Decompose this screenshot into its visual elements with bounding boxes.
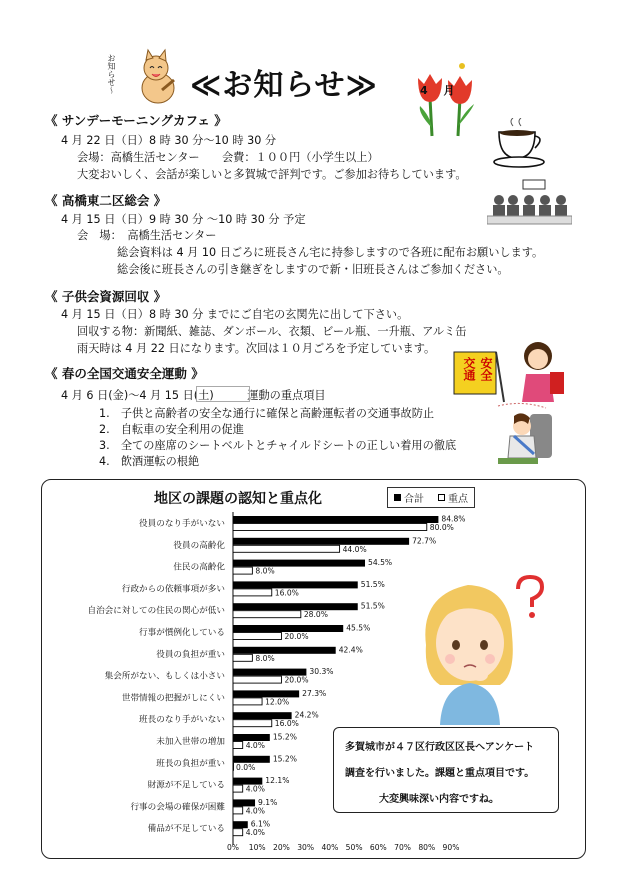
sunday-cafe-venue: 会場：高橋生活センター 会費：１００円（小学生以上） bbox=[77, 151, 379, 164]
data-label-priority: 8.0% bbox=[255, 566, 275, 576]
bar-total bbox=[233, 603, 358, 610]
flag-text bbox=[458, 357, 492, 381]
bar-total bbox=[233, 581, 358, 588]
bar-total bbox=[233, 734, 270, 741]
category-label: 行政からの依頼事項が多い bbox=[121, 584, 225, 595]
flag-char-1: 安 bbox=[479, 357, 493, 369]
x-tick-label: 50% bbox=[345, 843, 363, 852]
sunday-cafe-message: 大変おいしく、会話が楽しいと多賀城で評判です。ご参加お待ちしています。 bbox=[77, 168, 467, 181]
x-tick-label: 30% bbox=[297, 843, 315, 852]
meeting-note-1: 総会資料は 4 月 10 日ごろに班長さん宅に持参しますので各班に配布お願いします。 bbox=[117, 246, 544, 259]
traffic-item-1: 1. 子供と高齢者の安全な通行に確保と高齢運転者の交通事故防止 bbox=[99, 407, 435, 420]
data-label-total: 15.2% bbox=[272, 754, 297, 764]
bar-total bbox=[233, 625, 343, 632]
category-label: 財源が不足している bbox=[147, 780, 225, 791]
bar-priority bbox=[233, 785, 243, 792]
bar-total bbox=[233, 712, 292, 719]
x-tick-label: 0% bbox=[226, 843, 240, 852]
data-label-total: 9.1% bbox=[258, 797, 278, 807]
data-label-total: 54.5% bbox=[368, 558, 393, 568]
bar-total bbox=[233, 821, 248, 828]
bar-total bbox=[233, 669, 306, 676]
data-label-priority: 8.0% bbox=[255, 653, 275, 663]
category-label: 自治会に対しての住民の関心が低い bbox=[87, 606, 225, 617]
data-label-priority: 20.0% bbox=[284, 632, 309, 641]
bar-priority bbox=[233, 633, 281, 640]
category-label: 行事が慣例化している bbox=[139, 628, 225, 638]
x-tick-label: 20% bbox=[272, 843, 290, 852]
x-tick-label: 80% bbox=[418, 843, 436, 852]
legend-label-priority: 重点 bbox=[448, 494, 468, 505]
bar-total bbox=[233, 756, 270, 763]
data-label-priority: 16.0% bbox=[274, 719, 299, 729]
category-label: 役員の負担が重い bbox=[156, 649, 225, 660]
flag-char-3: 交 bbox=[462, 357, 476, 369]
bar-priority bbox=[233, 676, 281, 683]
traffic-item-2: 2. 自転車の安全利用の促進 bbox=[99, 423, 244, 436]
category-label: 役員の高齢化 bbox=[173, 540, 225, 551]
data-label-total: 24.2% bbox=[294, 710, 319, 720]
section-heading-sunday-cafe: 《 サンデーモーニングカフェ 》 bbox=[45, 113, 227, 128]
bar-priority bbox=[233, 720, 272, 727]
traffic-safety-period: 4 月 6 日(金)〜4 月 15 日(土) 運動の重点項目 bbox=[61, 389, 326, 402]
meeting-time: 4 月 15 日（日）9 時 30 分 〜10 時 30 分 予定 bbox=[61, 213, 306, 226]
survey-note-line-3: 大変興味深い内容ですね。 bbox=[379, 794, 499, 805]
bar-priority bbox=[233, 698, 262, 705]
x-tick-label: 60% bbox=[369, 843, 387, 852]
data-label-total: 12.1% bbox=[265, 776, 290, 786]
bar-priority bbox=[233, 742, 243, 749]
bar-priority bbox=[233, 545, 340, 552]
data-label-priority: 28.0% bbox=[303, 610, 328, 620]
cat-caption: お知らせ〜 bbox=[107, 54, 116, 94]
data-label-priority: 44.0% bbox=[342, 544, 367, 554]
recycling-rain: 雨天時は 4 月 22 日になります。次回は１０月ごろを予定しています。 bbox=[77, 342, 436, 355]
flag-char-4: 通 bbox=[462, 369, 476, 381]
survey-note-box bbox=[333, 727, 559, 813]
calendar-label: 4 月 bbox=[420, 84, 461, 97]
bar-priority bbox=[233, 829, 243, 836]
meeting-illustration bbox=[487, 178, 572, 230]
section-heading-recycling: 《 子供会資源回収 》 bbox=[45, 289, 167, 304]
category-label: 住民の高齢化 bbox=[173, 562, 225, 573]
category-label: 集会所がない、もしくは小さい bbox=[104, 671, 225, 682]
survey-note-line-1: 多賀城市が４７区行政区区長へアンケート bbox=[345, 742, 535, 753]
traffic-item-3: 3. 全ての座席のシートベルトとチャイルドシートの正しい着用の徹底 bbox=[99, 439, 457, 452]
bar-total bbox=[233, 647, 336, 654]
category-label: 行事の会場の確保が困難 bbox=[130, 802, 225, 813]
data-label-total: 15.2% bbox=[272, 732, 297, 742]
sunday-cafe-time: 4 月 22 日（日）8 時 30 分〜10 時 30 分 bbox=[61, 134, 277, 147]
category-label: 未加入世帯の増加 bbox=[156, 737, 225, 747]
recycling-time: 4 月 15 日（日）8 時 30 分 までにご自宅の玄関先に出して下さい。 bbox=[61, 308, 409, 321]
bar-total bbox=[233, 560, 365, 567]
traffic-safety-blank-box bbox=[196, 386, 250, 402]
data-label-priority: 4.0% bbox=[245, 741, 265, 750]
bar-total bbox=[233, 516, 438, 523]
category-label: 役員のなり手がいない bbox=[139, 519, 225, 529]
data-label-total: 51.5% bbox=[360, 601, 385, 611]
bar-total bbox=[233, 799, 255, 806]
meeting-note-2: 総会後に班長さんの引き継ぎをしますので新・旧班長さんはご参加ください。 bbox=[117, 263, 509, 276]
x-tick-label: 40% bbox=[321, 843, 339, 852]
bar-priority bbox=[233, 524, 427, 531]
x-tick-label: 10% bbox=[248, 843, 266, 852]
category-label: 備品が不足している bbox=[147, 824, 225, 835]
bar-priority bbox=[233, 807, 243, 814]
recycling-items: 回収する物：新聞紙、雑誌、ダンボール、衣類、ビール瓶、一升瓶、アルミ缶 bbox=[77, 325, 467, 338]
data-label-total: 72.7% bbox=[412, 536, 437, 546]
bar-total bbox=[233, 538, 409, 545]
bar-priority bbox=[233, 763, 234, 770]
page-title: ≪お知らせ≫ bbox=[190, 68, 378, 103]
data-label-total: 27.3% bbox=[302, 688, 327, 698]
tulip-calendar-illustration bbox=[410, 58, 490, 138]
data-label-total: 30.3% bbox=[309, 667, 334, 677]
data-label-total: 51.5% bbox=[360, 579, 385, 589]
flag-char-2: 全 bbox=[479, 369, 493, 381]
x-tick-label: 70% bbox=[394, 843, 412, 852]
x-tick-label: 90% bbox=[442, 843, 460, 852]
category-label: 班長の負担が重い bbox=[156, 758, 225, 769]
chart-title: 地区の課題の認知と重点化 bbox=[154, 491, 322, 507]
category-label: 世帯情報の把握がしにくい bbox=[121, 693, 225, 704]
data-label-total: 84.8% bbox=[441, 514, 466, 524]
data-label-priority: 20.0% bbox=[284, 675, 309, 685]
bar-priority bbox=[233, 654, 252, 661]
bar-total bbox=[233, 778, 262, 785]
survey-note-line-2: 調査を行いました。課題と重点項目です。 bbox=[345, 768, 535, 779]
data-label-priority: 4.0% bbox=[245, 806, 265, 816]
category-label: 班長のなり手がいない bbox=[139, 715, 225, 726]
data-label-priority: 16.0% bbox=[274, 588, 299, 598]
section-heading-traffic-safety: 《 春の全国交通安全運動 》 bbox=[45, 366, 204, 381]
seatbelt-illustration bbox=[492, 402, 558, 466]
bar-priority bbox=[233, 589, 272, 596]
data-label-priority: 4.0% bbox=[245, 784, 265, 794]
bar-total bbox=[233, 690, 299, 697]
data-label-priority: 0.0% bbox=[236, 762, 256, 772]
bar-priority bbox=[233, 611, 301, 618]
data-label-total: 42.4% bbox=[338, 645, 363, 655]
legend-label-total: 合計 bbox=[404, 494, 424, 505]
data-label-total: 6.1% bbox=[250, 819, 271, 829]
data-label-priority: 4.0% bbox=[245, 828, 265, 838]
bar-priority bbox=[233, 567, 252, 574]
data-label-total: 45.5% bbox=[346, 623, 371, 633]
section-heading-general-meeting: 《 高橋東二区総会 》 bbox=[45, 193, 167, 208]
coffee-cup-illustration bbox=[493, 118, 551, 170]
data-label-priority: 12.0% bbox=[265, 697, 290, 707]
meeting-venue: 会 場： 高橋生活センター bbox=[77, 229, 217, 242]
cat-illustration bbox=[118, 48, 182, 108]
data-label-priority: 80.0% bbox=[429, 523, 454, 532]
traffic-item-4: 4. 飲酒運転の根絶 bbox=[99, 455, 200, 468]
